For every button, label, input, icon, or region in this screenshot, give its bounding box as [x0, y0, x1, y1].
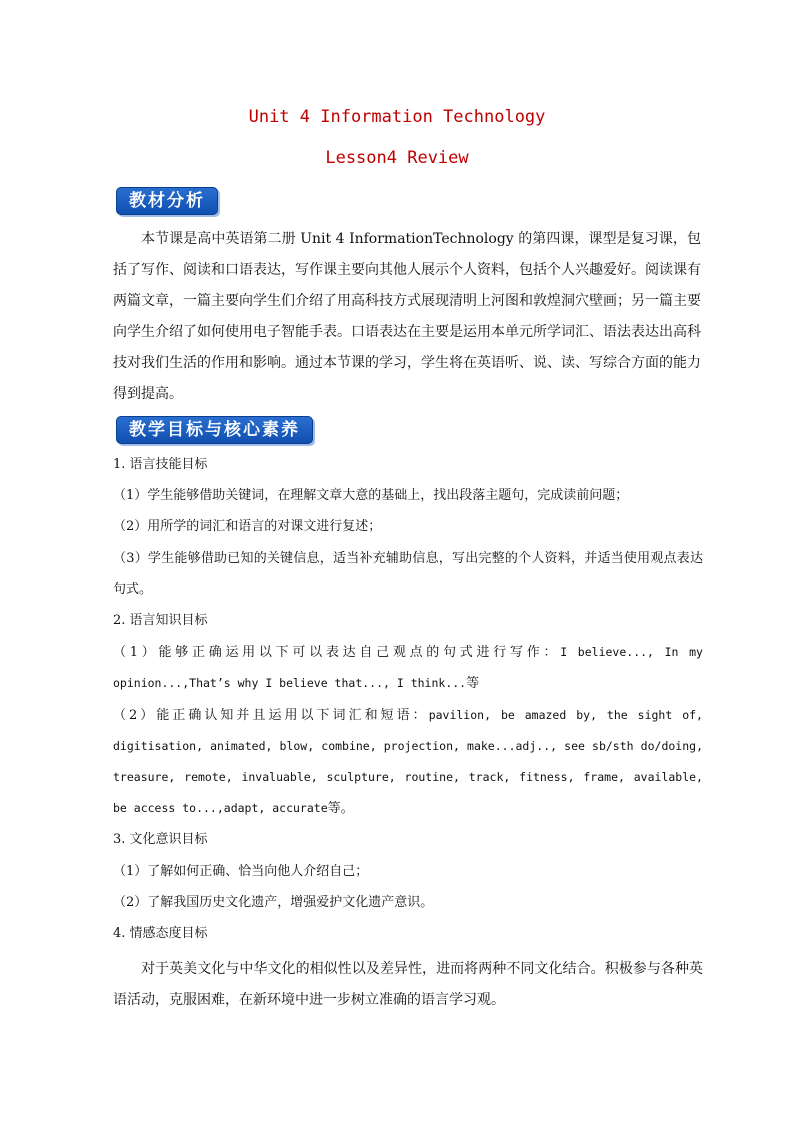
culture-item-1: （1）了解如何正确、恰当向他人介绍自己； [113, 864, 369, 879]
skills-heading: 1. 语言技能目标 [113, 457, 208, 472]
knowledge-item-1-english: I believe..., In my opinion...,That’s why I believe that..., I think... [113, 645, 703, 690]
skills-item-2: （2）用所学的词汇和语言的对课文进行复述； [113, 519, 382, 534]
textbook-analysis-paragraph: 本节课是高中英语第二册 Unit 4 InformationTechnology 的第四课，课型是复习课，包括了写作、阅读和口语表达，写作课主要向其他人展示个人资料，包括个人兴趣爱好。阅读课有两篇文章，一篇主要向学生们介绍了用高科技方式展现清明上河图和敦煌洞穴壁画；另一篇主要向学生介绍了如何使用电子智能手表。口语表达在主要是运用本单元所学词汇、语法表达出高科技对我们生活的作用和影响。通过本节课的学习，学生将在英语听、说、读、写综合方面的能力得到提高。 [113, 231, 701, 402]
culture-heading: 3. 文化意识目标 [113, 832, 208, 847]
section-badge-textbook-analysis: 教材分析 [116, 187, 218, 215]
skills-item-3: （3）学生能够借助已知的关键信息，适当补充辅助信息，写出完整的个人资料，并适当使用观点表达句式。 [113, 551, 703, 597]
knowledge-item-2-lead: （2）能正确认知并且运用以下词汇和短语： [113, 708, 429, 723]
emotion-paragraph: 对于英美文化与中华文化的相似性以及差异性，进而将两种不同文化结合。积极参与各种英语活动，克服困难，在新环境中进一步树立准确的语言学习观。 [113, 961, 703, 1008]
knowledge-item-2-english: pavilion, be amazed by, the sight of, digitisation, animated, blow, combine, projection, make...adj.., see sb/sth do/doing, treasure, remote, invaluable, sculpture, routine, track, fitness, frame, available, be access to...,adapt, accurate [113, 708, 703, 815]
knowledge-item-2-tail: 等。 [327, 801, 354, 816]
knowledge-item-1 [113, 637, 703, 699]
document-title: Unit 4 Information Technology [248, 107, 546, 127]
skills-item-1: （1）学生能够借助关键词，在理解文章大意的基础上，找出段落主题句，完成读前问题； [113, 488, 629, 503]
section-badge-teaching-objectives: 教学目标与核心素养 [116, 416, 313, 444]
knowledge-item-1-lead: （1）能够正确运用以下可以表达自己观点的句式进行写作： [113, 645, 561, 660]
emotion-heading: 4. 情感态度目标 [113, 926, 208, 941]
culture-item-2: （2）了解我国历史文化遗产，增强爱护文化遗产意识。 [113, 895, 434, 910]
knowledge-heading: 2. 语言知识目标 [113, 613, 208, 628]
knowledge-item-1-tail: 等 [466, 676, 480, 691]
lesson-subtitle: Lesson4 Review [325, 148, 469, 168]
knowledge-item-2 [113, 700, 703, 824]
